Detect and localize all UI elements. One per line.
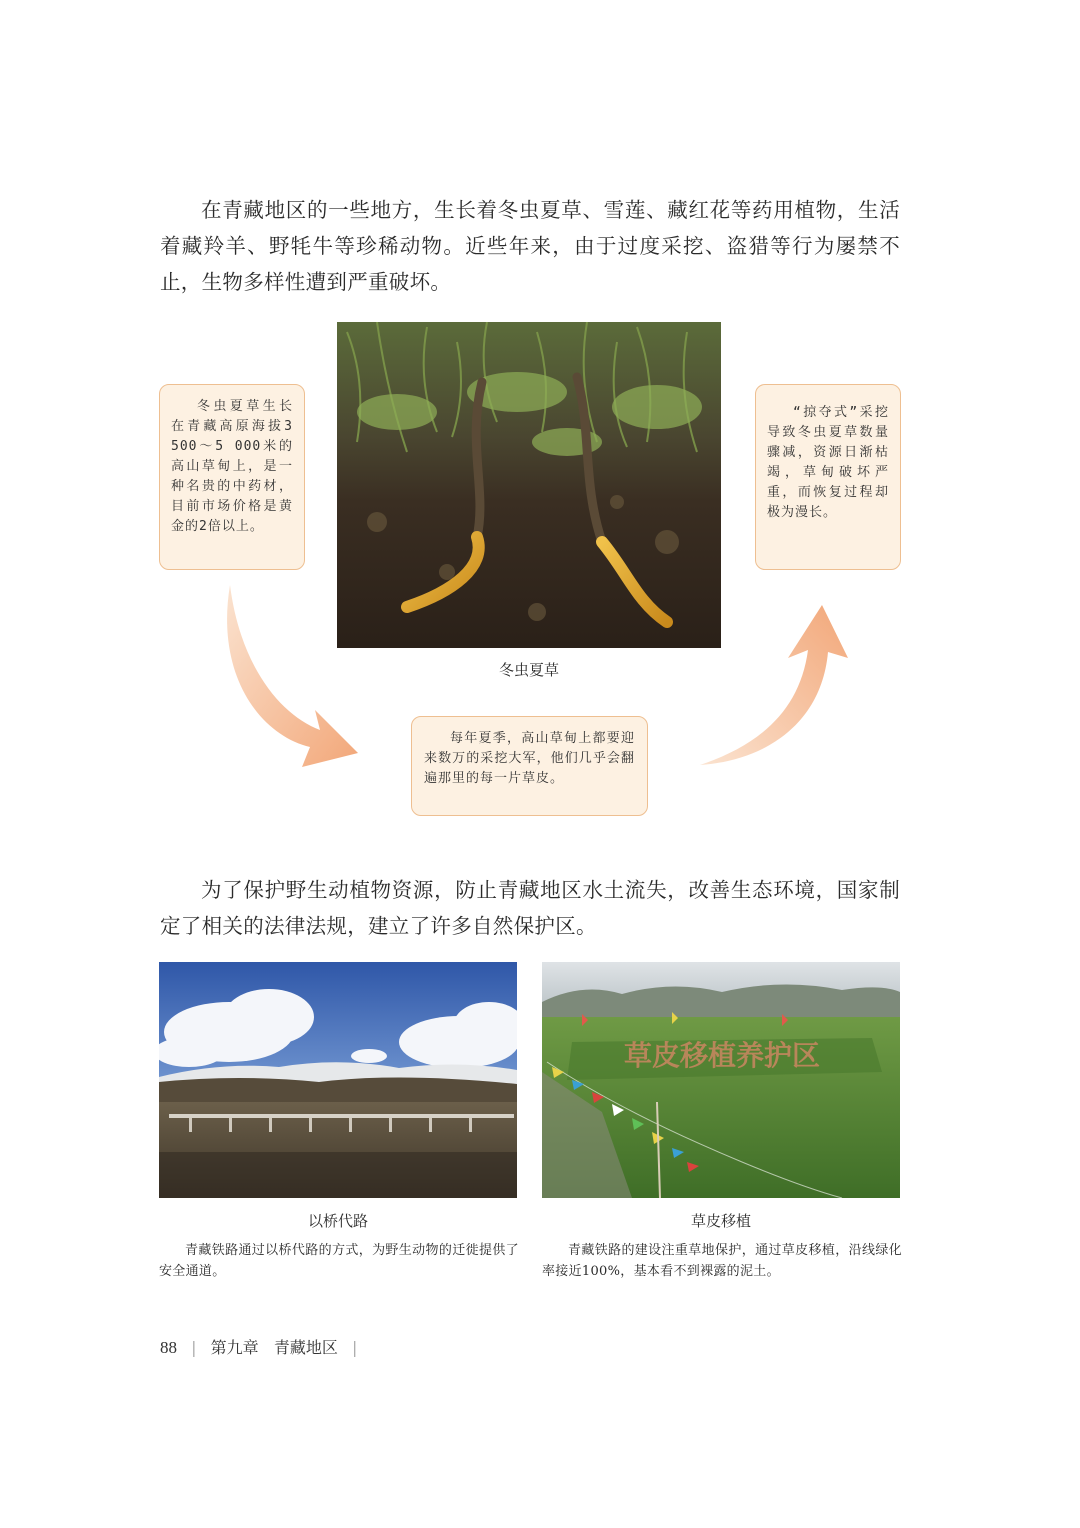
depletion-note-text: “掠夺式”采挖导致冬虫夏草数量骤减，资源日渐枯竭，草甸破坏严重，而恢复过程却极为漫长。 xyxy=(767,405,889,520)
harvest-note-text: 每年夏季，高山草甸上都要迎来数万的采挖大军，他们几乎会翻遍那里的每一片草皮。 xyxy=(424,731,635,786)
protection-paragraph: 为了保护野生动植物资源，防止青藏地区水土流失，改善生态环境，国家制定了相关的法律法规，建立了许多自然保护区。 xyxy=(160,878,900,938)
chapter-label: 第九章 xyxy=(210,1338,259,1357)
cordyceps-photo xyxy=(337,322,721,648)
turf-sign-text: 草皮移植养护区 xyxy=(623,1039,821,1072)
turf-transplant-photo xyxy=(542,962,900,1198)
cordyceps-caption: 冬虫夏草 xyxy=(498,661,559,679)
bridge-photo-description: 青藏铁路通过以桥代路的方式，为野生动物的迁徙提供了安全通道。 xyxy=(159,1243,519,1279)
page-footer xyxy=(160,1335,366,1358)
turf-photo-title: 草皮移植 xyxy=(690,1212,751,1230)
region-label: 青藏地区 xyxy=(273,1338,338,1357)
habitat-note xyxy=(159,384,305,570)
harvest-note xyxy=(411,716,648,816)
turf-photo-description: 青藏铁路的建设注重草地保护，通过草皮移植，沿线绿化率接近100%，基本看不到裸露的泥土。 xyxy=(542,1243,902,1279)
depletion-note xyxy=(755,384,901,570)
habitat-note-text: 冬虫夏草生长在青藏高原海拔3 500～5 000米的高山草甸上，是一种名贵的中药材，目前市场价格是黄金的2倍以上。 xyxy=(171,399,293,534)
page-number: 88 xyxy=(160,1338,177,1357)
footer-separator: | xyxy=(191,1338,197,1357)
curved-arrow-icon xyxy=(690,600,850,770)
bridge-photo-title: 以桥代路 xyxy=(307,1212,368,1230)
footer-separator: | xyxy=(351,1338,358,1357)
curved-arrow-icon xyxy=(210,575,360,775)
railway-bridge-photo xyxy=(159,962,517,1198)
intro-paragraph: 在青藏地区的一些地方，生长着冬虫夏草、雪莲、藏红花等药用植物，生活着藏羚羊、野牦牛等珍稀动物。近些年来，由于过度采挖、盗猎等行为屡禁不止，生物多样性遭到严重破坏。 xyxy=(160,198,900,294)
